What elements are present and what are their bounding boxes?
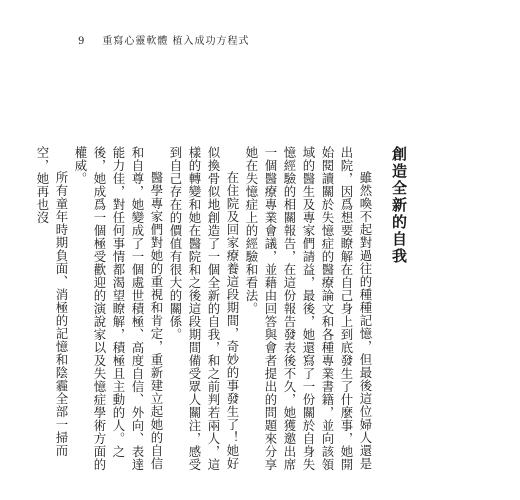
paragraph-4: 所有童年時期負面、消極的記憶和陰霾全部一掃而空，她再也沒 [35,146,69,457]
running-header [78,32,250,47]
section-heading: 創造全新的自我 [390,146,408,265]
vertical-text-block [35,146,408,476]
paragraph-2: 在住院及回家療養這段期間，奇妙的事發生了！她好似換骨似地創造了一個全新的自我，和之前判若兩人，這樣的轉變和她在醫院和之後這段期間備受眾人關注，感受到自己存在的價值有很大的關係。 [168,146,240,471]
paragraph-3: 醫學專家們對她的重視和肯定，重新建立起她的自信和自尊，她變成了一個處世積極、高度自信、外向、表達能力佳，對任何事情都渴望瞭解，積極且主動的人。之後，她成爲一個極受歡迎的演說家以及失憶症學術方面的權威。 [73,146,164,471]
page-number: 9 [78,36,85,47]
running-title: 重寫心靈軟體 植入成功方程式 [102,36,250,47]
paragraph-1: 雖然喚不起對過往的種種記憶，但最後這位婦人還是出院，因爲想要瞭解在自己身上到底發生了什麼事，她開始閱讀關於失憶症的醫療論文和各種專業書籍，並向該領域的醫生及專家們請益，最後，她還寫了一份關於自身失憶經驗的相關報告，在這份報告發表後不久，她獲邀出席一個醫療專業會議，並藉由回答與會者提出的問題來分享她在失憶症上的經驗和看法。 [244,146,373,471]
